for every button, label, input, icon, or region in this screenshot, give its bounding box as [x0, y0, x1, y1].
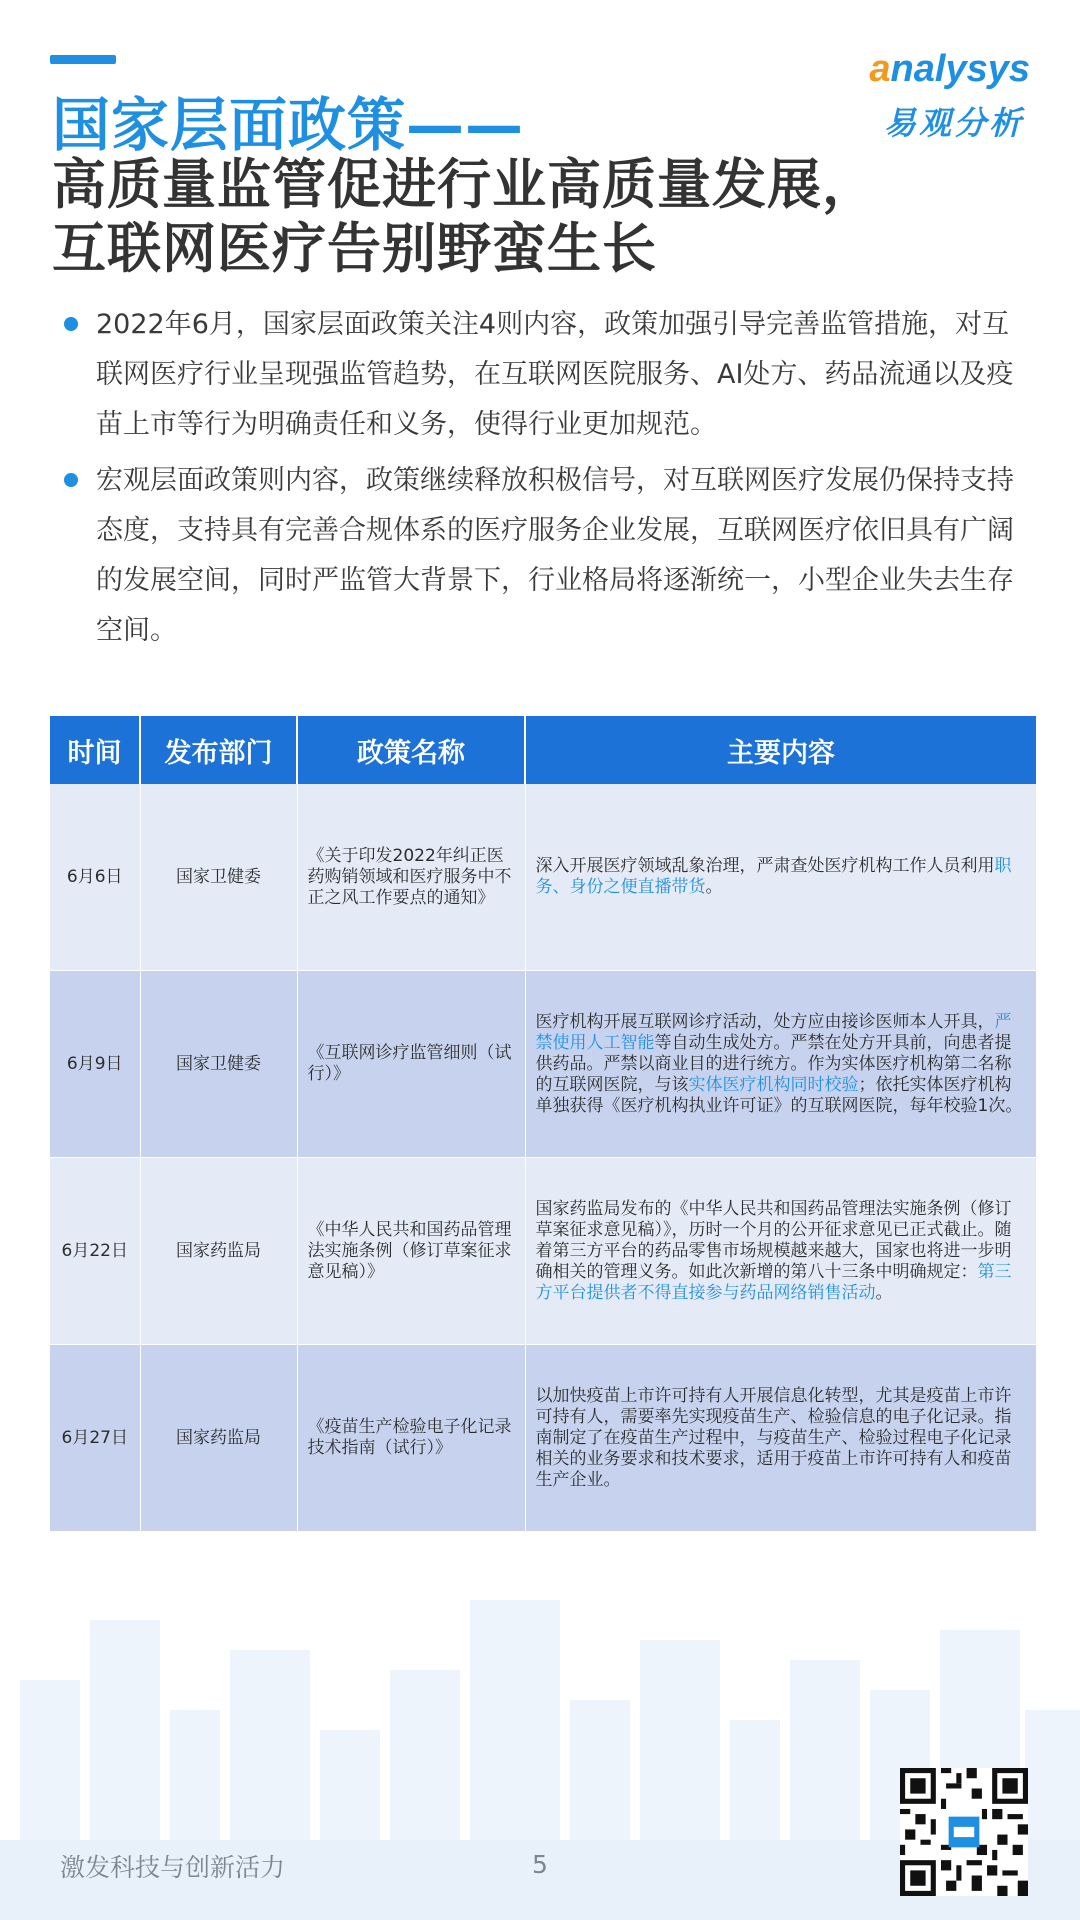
table-row	[50, 971, 1036, 1158]
logo-chinese-name: 易观分析	[883, 104, 1024, 142]
analysys-logo	[840, 48, 1030, 143]
policy-table	[50, 716, 1036, 1532]
page-title: 国家层面政策——	[52, 91, 525, 159]
cell-content: 深入开展医疗领域乱象治理，严肃查处医疗机构工作人员利用职务、身份之便直播带货。	[525, 784, 1036, 971]
summary-bullets	[60, 300, 1030, 662]
table-row	[50, 1158, 1036, 1345]
header-content: 主要内容	[525, 716, 1036, 784]
page-number: 5	[532, 1850, 548, 1879]
cell-policy: 《疫苗生产检验电子化记录技术指南（试行）》	[297, 1345, 525, 1532]
cell-date: 6月6日	[50, 784, 140, 971]
bullet-dot-icon	[64, 473, 78, 487]
header-policy: 政策名称	[297, 716, 525, 784]
page-subtitle-line1: 高质量监管促进行业高质量发展，	[52, 153, 877, 216]
highlight-text: 第三方平台提供者不得直接参与药品网络销售活动	[535, 1261, 1012, 1303]
cell-dept: 国家药监局	[140, 1345, 297, 1532]
footer-slogan: 激发科技与创新活力	[60, 1853, 286, 1882]
logo-wordmark: analysys	[869, 48, 1030, 90]
table-row	[50, 1345, 1036, 1532]
cell-date: 6月9日	[50, 971, 140, 1158]
page-subtitle-line2: 互联网医疗告别野蛮生长	[52, 217, 657, 280]
highlight-text: 职务、身份之便直播带货	[535, 856, 1012, 897]
cell-dept: 国家卫健委	[140, 971, 297, 1158]
cell-policy: 《关于印发2022年纠正医药购销领域和医疗服务中不正之风工作要点的通知》	[297, 784, 525, 971]
table-header-row	[50, 716, 1036, 784]
cell-content: 国家药监局发布的《中华人民共和国药品管理法实施条例（修订草案征求意见稿）》，历时一个月的公开征求意见已正式截止。随着第三方平台的药品零售市场规模越来越大，国家也将进一步明确相关的管理义务。如此次新增的第八十三条中明确规定：第三方平台提供者不得直接参与药品网络销售活动。	[525, 1158, 1036, 1345]
cell-dept: 国家卫健委	[140, 784, 297, 971]
title-accent-bar	[50, 55, 116, 64]
header-dept: 发布部门	[140, 716, 297, 784]
cell-date: 6月27日	[50, 1345, 140, 1532]
cell-content: 医疗机构开展互联网诊疗活动，处方应由接诊医师本人开具，严禁使用人工智能等自动生成处方。严禁在处方开具前，向患者提供药品。严禁以商业目的进行统方。作为实体医疗机构第二名称的互联网医院，与该实体医疗机构同时校验；依托实体医疗机构单独获得《医疗机构执业许可证》的互联网医院，每年校验1次。	[525, 971, 1036, 1158]
highlight-text: 实体医疗机构同时校验	[688, 1074, 859, 1095]
bullet-item: 2022年6月，国家层面政策关注4则内容，政策加强引导完善监管措施，对互联网医疗行业呈现强监管趋势，在互联网医院服务、AI处方、药品流通以及疫苗上市等行为明确责任和义务，使得行业更加规范。	[60, 300, 1030, 450]
cell-policy: 《互联网诊疗监管细则（试行）》	[297, 971, 525, 1158]
cell-dept: 国家药监局	[140, 1158, 297, 1345]
cell-content: 以加快疫苗上市许可持有人开展信息化转型，尤其是疫苗上市许可持有人，需要率先实现疫苗生产、检验信息的电子化记录。指南制定了在疫苗生产过程中，与疫苗生产、检验过程电子化记录相关的业务要求和技术要求，适用于疫苗上市许可持有人和疫苗生产企业。	[525, 1345, 1036, 1532]
cell-policy: 《中华人民共和国药品管理法实施条例（修订草案征求意见稿）》	[297, 1158, 525, 1345]
cell-date: 6月22日	[50, 1158, 140, 1345]
table-row	[50, 784, 1036, 971]
bullet-item: 宏观层面政策则内容，政策继续释放积极信号，对互联网医疗发展仍保持支持态度，支持具有完善合规体系的医疗服务企业发展，互联网医疗依旧具有广阔的发展空间，同时严监管大背景下，行业格局将逐渐统一，小型企业失去生存空间。	[60, 456, 1030, 656]
qr-code-icon	[900, 1768, 1028, 1896]
header-date: 时间	[50, 716, 140, 784]
bullet-dot-icon	[64, 317, 78, 331]
highlight-text: 严禁使用人工智能	[535, 1011, 1012, 1053]
